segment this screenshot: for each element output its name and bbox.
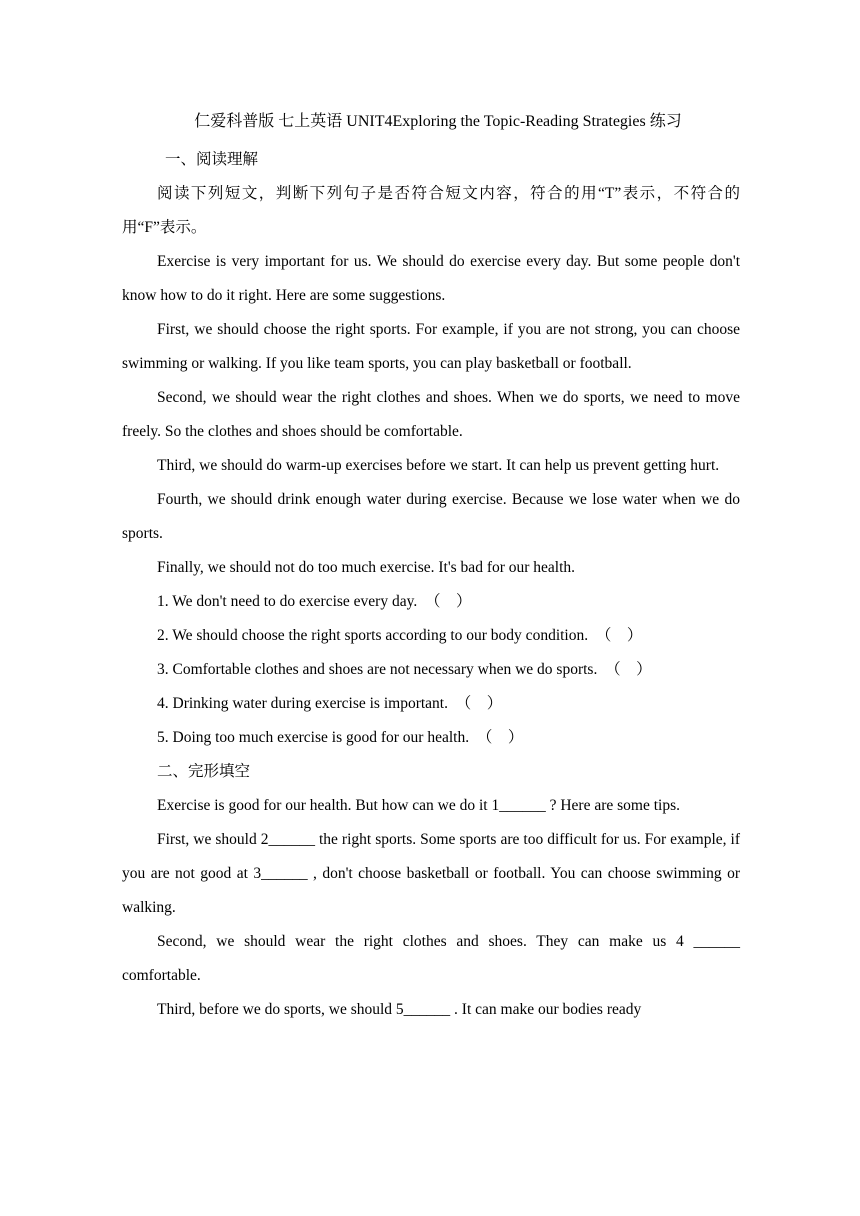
- passage-paragraph: Finally, we should not do too much exercise. It's bad for our health.: [157, 559, 576, 576]
- cloze-paragraph: Second, we should wear the right clothes and shoes. They can make us 4 ______ comfortable.: [122, 933, 740, 984]
- question-item: 1. We don't need to do exercise every day. （ ）: [157, 593, 472, 610]
- cloze-paragraph: Exercise is good for our health. But how can we do it 1______ ? Here are some tips.: [157, 797, 680, 814]
- passage-paragraph: Exercise is very important for us. We should do exercise every day. But some people don't know how to do it right. Here are some suggestions.: [122, 253, 740, 304]
- document-title: 仁爱科普版 七上英语 UNIT4Exploring the Topic-Reading Strategies 练习: [194, 113, 682, 130]
- section-heading-reading: 一、阅读理解: [165, 151, 259, 168]
- passage-paragraph: Third, we should do warm-up exercises before we start. It can help us prevent getting hurt.: [157, 457, 720, 474]
- document-body: [122, 143, 740, 1027]
- question-item: 4. Drinking water during exercise is important. （ ）: [157, 695, 503, 712]
- section-heading-cloze: 二、完形填空: [157, 763, 251, 780]
- instruction: 阅读下列短文，判断下列句子是否符合短文内容，符合的用“T”表示，不符合的用“F”表示。: [122, 185, 740, 236]
- passage-paragraph: First, we should choose the right sports. For example, if you are not strong, you can choose swimming or walking. If you like team sports, you can play basketball or football.: [122, 321, 740, 372]
- cloze-paragraph: First, we should 2______ the right sports. Some sports are too difficult for us. For example, if you are not good at 3______ , don't choose basketball or football. You can choose swimming or walking.: [122, 831, 740, 916]
- question-item: 5. Doing too much exercise is good for our health. （ ）: [157, 729, 524, 746]
- passage-paragraph: Second, we should wear the right clothes and shoes. When we do sports, we need to move freely. So the clothes and shoes should be comfortable.: [122, 389, 740, 440]
- passage-paragraph: Fourth, we should drink enough water during exercise. Because we lose water when we do sports.: [122, 491, 740, 542]
- question-item: 2. We should choose the right sports according to our body condition. （ ）: [157, 627, 643, 644]
- cloze-paragraph: Third, before we do sports, we should 5______ . It can make our bodies ready: [157, 1001, 642, 1018]
- question-item: 3. Comfortable clothes and shoes are not necessary when we do sports. （ ）: [157, 661, 652, 678]
